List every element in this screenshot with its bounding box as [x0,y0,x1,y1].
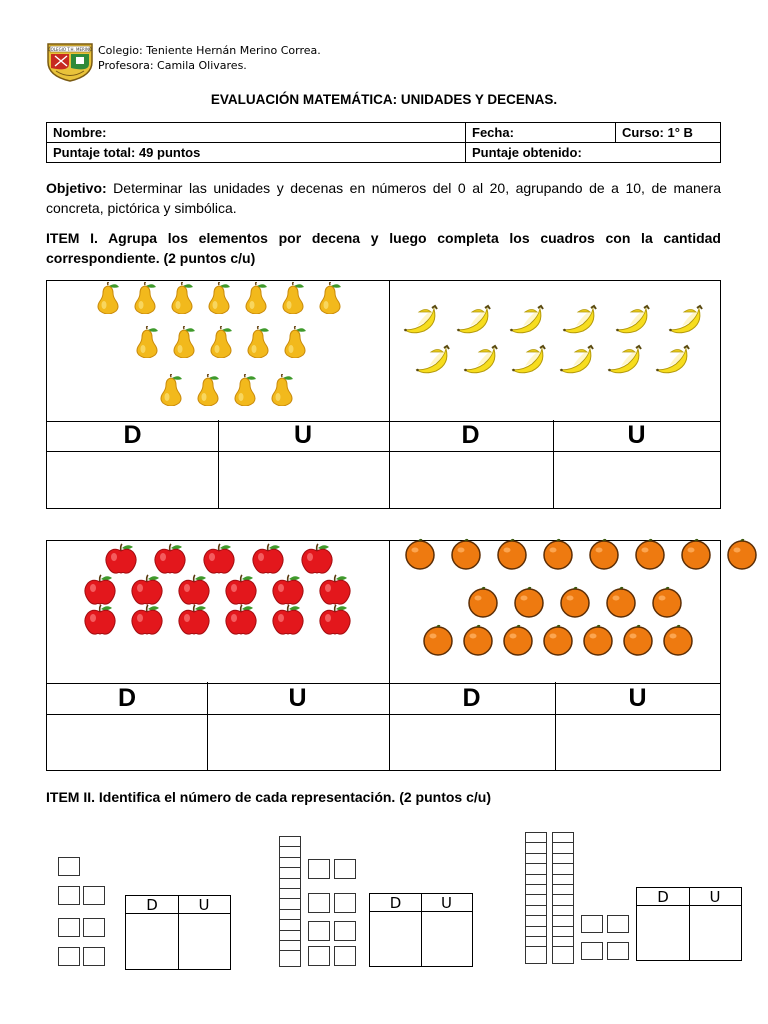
orange-tens-answer-box[interactable] [388,713,556,770]
banana-icon [402,304,444,341]
school-crest-logo [46,42,94,82]
apple-tens-answer-box[interactable] [47,713,208,770]
banana-icon [561,304,603,341]
pear-icon [281,326,309,363]
banana-icon [654,344,696,381]
orange-icon [542,624,574,661]
pear-icon [316,282,344,319]
orange-icon [588,538,620,575]
rep1-tens-header: D [126,896,178,914]
rep3-tens-header: D [637,888,689,906]
apple-icon [130,604,164,641]
rep1-units-header: U [178,896,230,914]
orange-icon [559,586,591,623]
pear-icon [205,282,233,319]
student-info-table [46,122,721,163]
rep2-du-table[interactable] [369,893,473,967]
orange-icon [404,538,436,575]
banana-units-header: U [552,420,721,452]
column-divider [178,896,179,969]
orange-icon [622,624,654,661]
banana-icon [510,344,552,381]
unit-block [334,921,356,941]
orange-icon [467,586,499,623]
rep3-du-table[interactable] [636,887,742,961]
pear-icon [242,282,270,319]
banana-tens-header: D [388,420,554,452]
column-divider [421,894,422,966]
unit-block [83,947,105,966]
unit-block [308,921,330,941]
unit-block [58,947,80,966]
ten-rod [279,836,301,967]
apple-icon [318,604,352,641]
pear-icon [170,326,198,363]
banana-icon [667,304,709,341]
orange-icon [651,586,683,623]
teacher-name: Profesora: Camila Olivares. [98,59,247,72]
ten-rod [552,832,574,964]
unit-block [334,893,356,913]
apple-icon [177,604,211,641]
pear-icon [157,374,185,411]
orange-units-header: U [554,682,721,715]
orange-tens-header: D [388,682,556,715]
pear-icon [168,282,196,319]
rep2-tens-header: D [370,894,421,912]
orange-icon [542,538,574,575]
school-info [98,43,321,73]
pear-icon [268,374,296,411]
objective-label: Objetivo: [46,180,107,196]
page-title: EVALUACIÓN MATEMÁTICA: UNIDADES Y DECENAS. [210,92,558,107]
banana-icon [462,344,504,381]
unit-block [58,857,80,876]
unit-block [58,918,80,937]
banana-icon [558,344,600,381]
rep1-du-table[interactable] [125,895,231,970]
orange-icon [680,538,712,575]
unit-block [308,946,330,966]
banana-units-answer-box[interactable] [552,450,721,508]
total-score: Puntaje total: 49 puntos [47,143,466,163]
obtained-score-field[interactable]: Puntaje obtenido: [466,143,721,163]
pear-tens-answer-box[interactable] [47,450,219,508]
orange-icon [502,624,534,661]
school-name: Colegio: Teniente Hernán Merino Correa. [98,44,321,57]
ten-rod [525,832,547,964]
orange-units-answer-box[interactable] [554,713,721,770]
orange-icon [450,538,482,575]
unit-block [308,893,330,913]
banana-icon [614,304,656,341]
apple-icon [83,604,117,641]
name-field[interactable]: Nombre: [47,123,466,143]
orange-icon [634,538,666,575]
banana-icon [606,344,648,381]
pear-icon [133,326,161,363]
unit-block [58,886,80,905]
pear-icon [279,282,307,319]
course-field: Curso: 1° B [616,123,721,143]
pear-units-header: U [217,420,390,452]
banana-icon [455,304,497,341]
orange-icon [582,624,614,661]
unit-block [334,859,356,879]
pear-icon [231,374,259,411]
unit-block [83,918,105,937]
apple-units-answer-box[interactable] [206,713,390,770]
banana-icon [414,344,456,381]
unit-block [308,859,330,879]
unit-block [581,915,603,933]
item1-instructions: ITEM I. Agrupa los elementos por decena y luego completa los cuadros con la cantidad correspondiente. (2 puntos c/u) [46,230,721,266]
apple-icon [224,604,258,641]
pear-icon [94,282,122,319]
banana-tens-answer-box[interactable] [388,450,554,508]
pear-tens-header: D [47,420,219,452]
objective-paragraph [46,178,721,218]
pear-icon [244,326,272,363]
unit-block [607,942,629,960]
orange-icon [513,586,545,623]
date-field[interactable]: Fecha: [466,123,616,143]
apple-units-header: U [206,682,390,715]
column-divider [689,888,690,960]
banana-icon [508,304,550,341]
apple-icon [271,604,305,641]
item2-instructions: ITEM II. Identifica el número de cada representación. (2 puntos c/u) [46,789,491,805]
pear-units-answer-box[interactable] [217,450,390,508]
rep2-units-header: U [421,894,472,912]
unit-block [334,946,356,966]
orange-icon [605,586,637,623]
orange-icon [726,538,758,575]
svg-text:COLEGIO T.H. MERINO: COLEGIO T.H. MERINO [47,47,93,52]
unit-block [581,942,603,960]
apple-tens-header: D [47,682,208,715]
pear-icon [207,326,235,363]
rep3-units-header: U [689,888,741,906]
pear-icon [194,374,222,411]
unit-block [607,915,629,933]
objective-text: Determinar las unidades y decenas en números del 0 al 20, agrupando de a 10, de manera concreta, pictórica y simbólica. [46,180,721,216]
unit-block [83,886,105,905]
pear-icon [131,282,159,319]
orange-icon [422,624,454,661]
orange-icon [662,624,694,661]
orange-icon [462,624,494,661]
orange-icon [496,538,528,575]
